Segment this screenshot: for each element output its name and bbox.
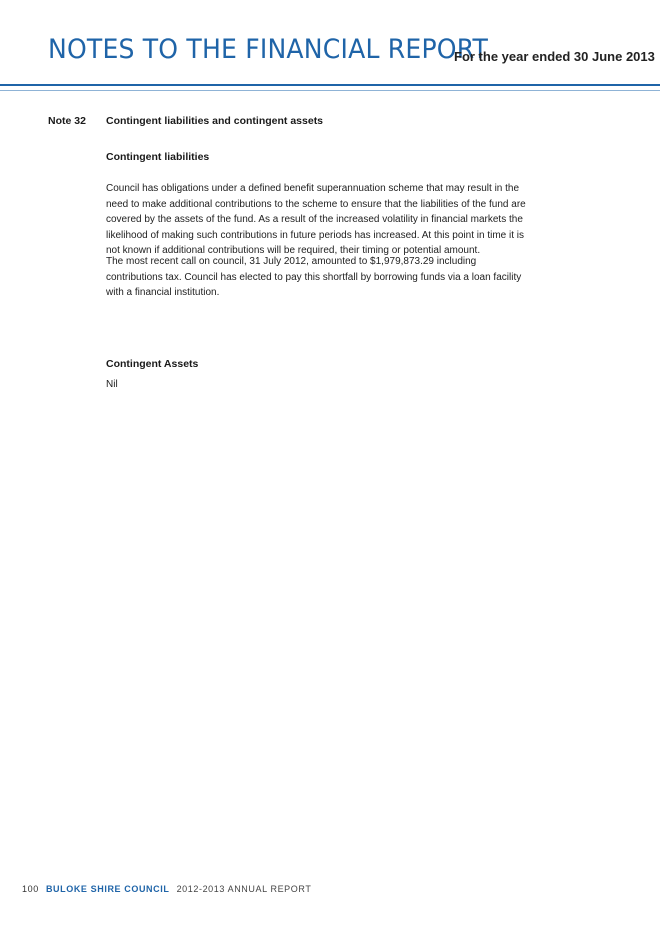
- page-title: NOTES TO THE FINANCIAL REPORT: [48, 34, 489, 65]
- liabilities-paragraph-1: Council has obligations under a defined benefit superannuation scheme that may result in the need to make additional contributions to the scheme to ensure that the liabilities of the fund are covered by the assets of the fund. As a result of the increased volatility in financial markets the likelihood of making such contributions in future periods has increased. At this point in time it is not known if additional contributions will be required, their timing or potential amount.: [106, 183, 526, 256]
- page-number: 100: [22, 884, 39, 894]
- header-divider: [0, 84, 660, 86]
- organisation-name: BULOKE SHIRE COUNCIL: [45, 884, 170, 894]
- reporting-period: For the year ended 30 June 2013: [454, 49, 655, 64]
- note-heading: Contingent liabilities and contingent assets: [106, 115, 324, 127]
- note-number: Note 32: [48, 115, 86, 127]
- assets-heading: Contingent Assets: [106, 358, 199, 370]
- report-name: 2012-2013 ANNUAL REPORT: [176, 884, 312, 894]
- liabilities-paragraph-2: The most recent call on council, 31 July 2012, amounted to $1,979,873.29 including contributions tax. Council has elected to pay this shortfall by borrowing funds via a loan facility with a financial institution.: [106, 256, 522, 298]
- liabilities-heading: Contingent liabilities: [106, 151, 210, 163]
- header-divider-thin: [0, 90, 660, 91]
- page-footer: [22, 884, 311, 894]
- assets-value: Nil: [106, 379, 118, 390]
